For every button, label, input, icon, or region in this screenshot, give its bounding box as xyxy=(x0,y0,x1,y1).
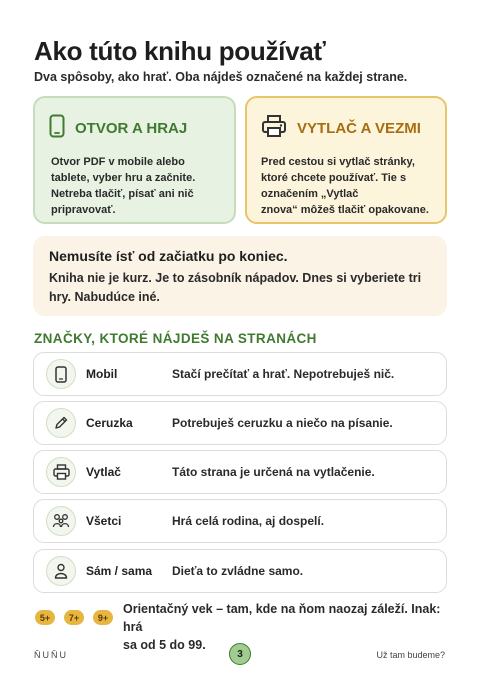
legend-heading: ZNAČKY, KTORÉ NÁJDEŠ NA STRANÁCH xyxy=(34,331,317,346)
age-info-text: Orientačný vek – tam, kde na ňom naozaj záleží. Inak: hrá sa od 5 do 99. xyxy=(123,602,441,652)
legend-item-desc: Dieťa to zvládne samo. xyxy=(172,564,304,578)
legend-item-alone xyxy=(33,549,447,593)
legend-item-pencil xyxy=(33,401,447,445)
pencil-icon xyxy=(46,408,76,438)
printer-icon xyxy=(46,457,76,487)
legend-item-name: Sám / sama xyxy=(86,564,153,578)
phone-icon xyxy=(46,359,76,389)
info-note-heading: Nemusíte ísť od začiatku po koniec. xyxy=(49,248,288,264)
legend-item-name: Vytlač xyxy=(86,465,121,479)
page-title: Ako túto knihu používať xyxy=(34,36,326,66)
legend-item-print xyxy=(33,450,447,494)
age-badge: 7+ xyxy=(64,610,84,625)
age-badge: 5+ xyxy=(35,610,55,625)
info-note xyxy=(33,236,447,316)
page-number: 3 xyxy=(229,643,251,665)
legend-item-desc: Stačí prečítať a hrať. Nepotrebuješ nič. xyxy=(172,367,395,381)
legend-item-desc: Potrebuješ ceruzku a niečo na písanie. xyxy=(172,416,393,430)
legend-item-name: Ceruzka xyxy=(86,416,133,430)
footer-book-title: Už tam budeme? xyxy=(376,650,445,660)
person-icon xyxy=(46,556,76,586)
legend-item-desc: Táto strana je určená na vytlačenie. xyxy=(172,465,375,479)
legend-item-name: Mobil xyxy=(86,367,118,381)
page-subtitle: Dva spôsoby, ako hrať. Oba nájdeš označené na každej strane. xyxy=(34,70,408,84)
card-open-and-play-label: OTVOR A HRAJ xyxy=(75,119,188,137)
legend-item-name: Všetci xyxy=(86,514,122,528)
card-print-and-take-label: VYTLAČ A VEZMI xyxy=(297,119,421,137)
footer-brand: ŇUŇU xyxy=(34,650,68,660)
age-info xyxy=(33,600,453,652)
card-print-and-take xyxy=(245,96,447,224)
legend-item-desc: Hrá celá rodina, aj dospelí. xyxy=(172,514,325,528)
family-icon xyxy=(46,506,76,536)
info-note-text: Kniha nie je kurz. Je to zásobník nápadov. Dnes si vyberiete tri hry. Nabudúce iné. xyxy=(49,271,422,304)
legend-item-everyone xyxy=(33,499,447,543)
printer-icon xyxy=(261,114,287,143)
card-open-and-play xyxy=(33,96,236,224)
card-print-and-take-text: Pred cestou si vytlač stránky, ktoré chcete používať. Tie s označením „Vytlač znova“ môžeš tlačiť opakovane. xyxy=(261,156,429,216)
card-open-and-play-text: Otvor PDF v mobile alebo tablete, vyber hru a začnite. Netreba tlačiť, písať ani nič pripravovať. xyxy=(51,156,196,216)
legend-item-mobile xyxy=(33,352,447,396)
age-badge: 9+ xyxy=(93,610,113,625)
phone-icon xyxy=(49,114,65,143)
